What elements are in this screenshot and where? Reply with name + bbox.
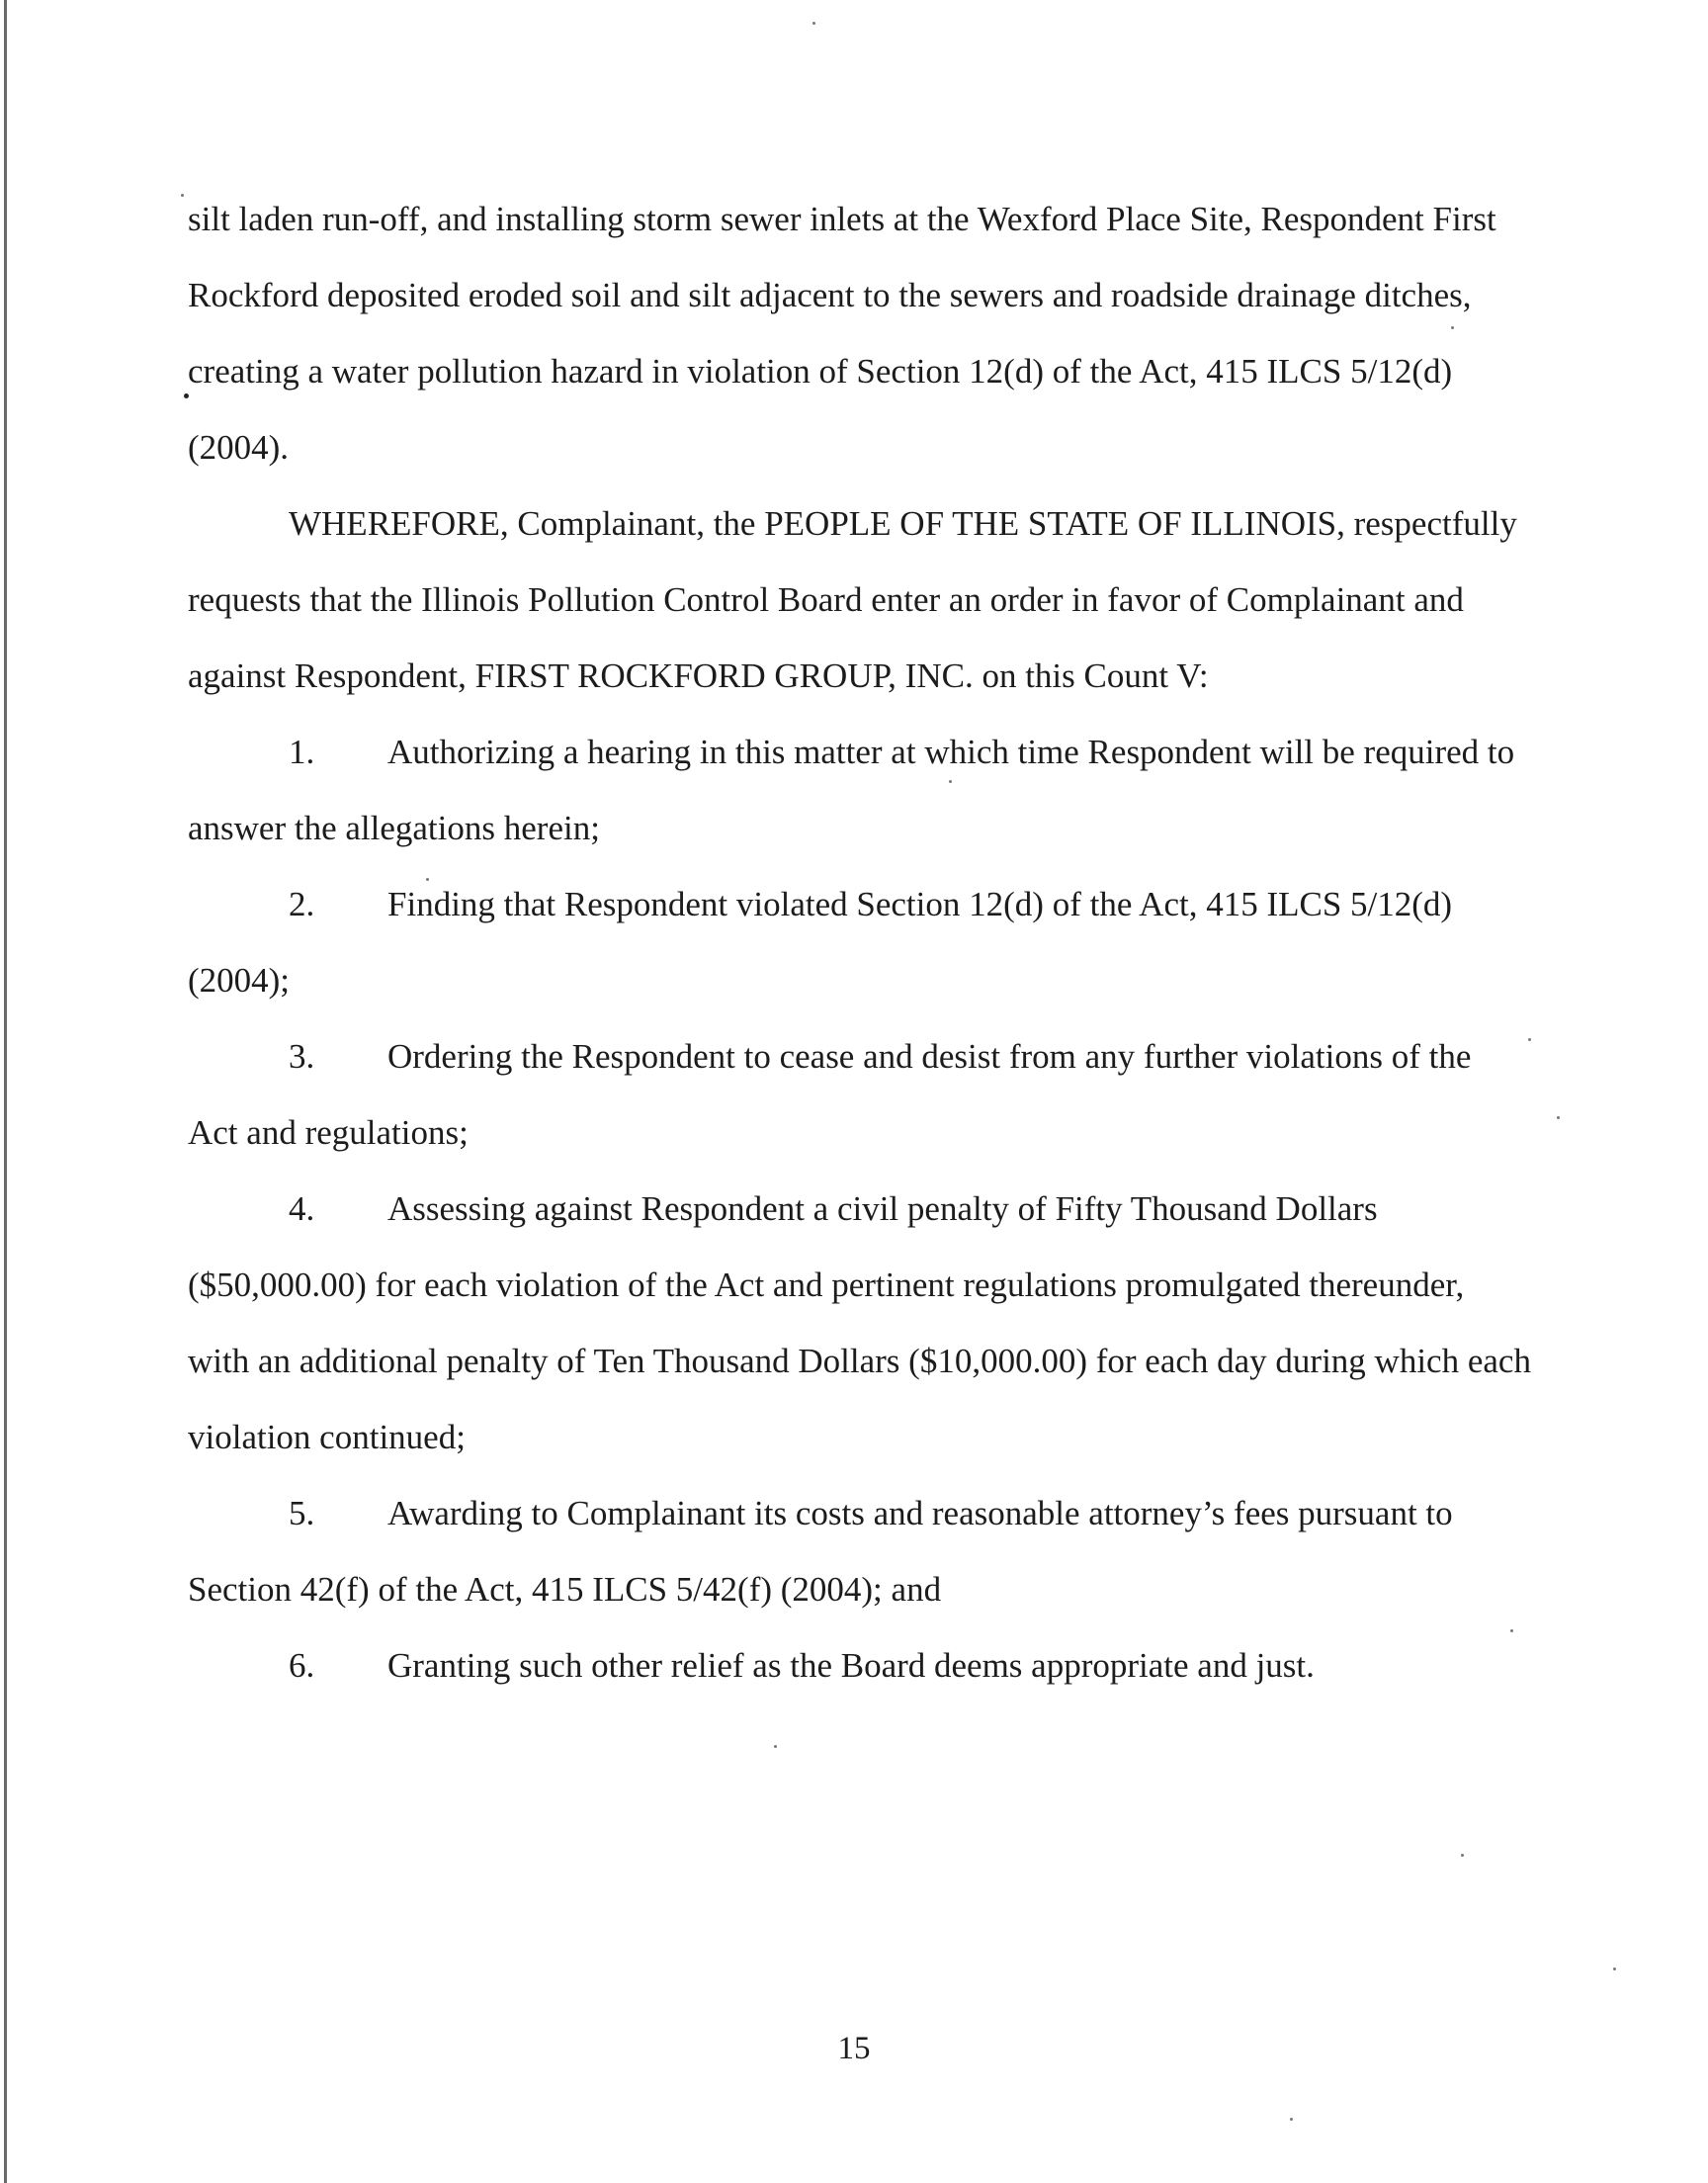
item-text: Granting such other relief as the Board deems appropriate and just. <box>387 1646 1315 1685</box>
scan-speck <box>1528 1038 1531 1041</box>
item-text: answer the allegations herein; <box>188 809 600 847</box>
scan-speck <box>1557 1116 1560 1119</box>
scan-speck <box>1451 326 1454 329</box>
item-text: Ordering the Respondent to cease and desist from any further violations of the <box>387 1037 1472 1076</box>
scan-speck <box>812 22 815 25</box>
scan-left-edge <box>4 0 7 2183</box>
scan-speck <box>1461 1854 1464 1857</box>
item-text: violation continued; <box>188 1418 466 1456</box>
item-number: 5. <box>289 1494 315 1532</box>
page-number: 15 <box>837 2031 871 2066</box>
item-text: Act and regulations; <box>188 1113 469 1152</box>
item-number: 4. <box>289 1189 315 1228</box>
item-text: (2004); <box>188 961 291 1000</box>
item-number: 1. <box>289 733 315 771</box>
item-text: Finding that Respondent violated Section 12(d) of the Act, 415 ILCS 5/12(d) <box>387 885 1453 923</box>
wherefore-line: against Respondent, FIRST ROCKFORD GROUP, INC. on this Count V: <box>188 656 1209 695</box>
wherefore-line: WHEREFORE, Complainant, the PEOPLE OF THE STATE OF ILLINOIS, respectfully <box>289 504 1517 543</box>
item-text: Authorizing a hearing in this matter at which time Respondent will be required to <box>387 733 1515 771</box>
wherefore-line: requests that the Illinois Pollution Control Board enter an order in favor of Complainant and <box>188 580 1464 619</box>
scan-speck <box>949 780 952 783</box>
item-number: 3. <box>289 1037 315 1076</box>
scan-speck <box>181 194 184 197</box>
scan-speck <box>426 878 429 881</box>
paragraph-line: creating a water pollution hazard in violation of Section 12(d) of the Act, 415 ILCS 5/12(d) <box>188 352 1453 391</box>
item-text: Section 42(f) of the Act, 415 ILCS 5/42(f) (2004); and <box>188 1570 942 1609</box>
item-text: ($50,000.00) for each violation of the Act and pertinent regulations promulgated thereunder, <box>188 1266 1465 1304</box>
paragraph-line: Rockford deposited eroded soil and silt adjacent to the sewers and roadside drainage ditches, <box>188 276 1472 314</box>
item-number: 2. <box>289 885 315 923</box>
scan-speck <box>1290 2118 1293 2121</box>
item-text: Awarding to Complainant its costs and reasonable attorney’s fees pursuant to <box>387 1494 1453 1532</box>
scan-speck <box>1613 1967 1616 1970</box>
scan-speck <box>774 1745 777 1748</box>
item-text: Assessing against Respondent a civil penalty of Fifty Thousand Dollars <box>387 1189 1378 1228</box>
item-text: with an additional penalty of Ten Thousand Dollars ($10,000.00) for each day during which each <box>188 1342 1531 1380</box>
paragraph-line: (2004). <box>188 428 290 467</box>
scan-speck <box>1510 1629 1513 1632</box>
scan-speck <box>184 393 189 398</box>
paragraph-line: silt laden run-off, and installing storm sewer inlets at the Wexford Place Site, Respondent First <box>188 200 1496 238</box>
item-number: 6. <box>289 1646 315 1685</box>
